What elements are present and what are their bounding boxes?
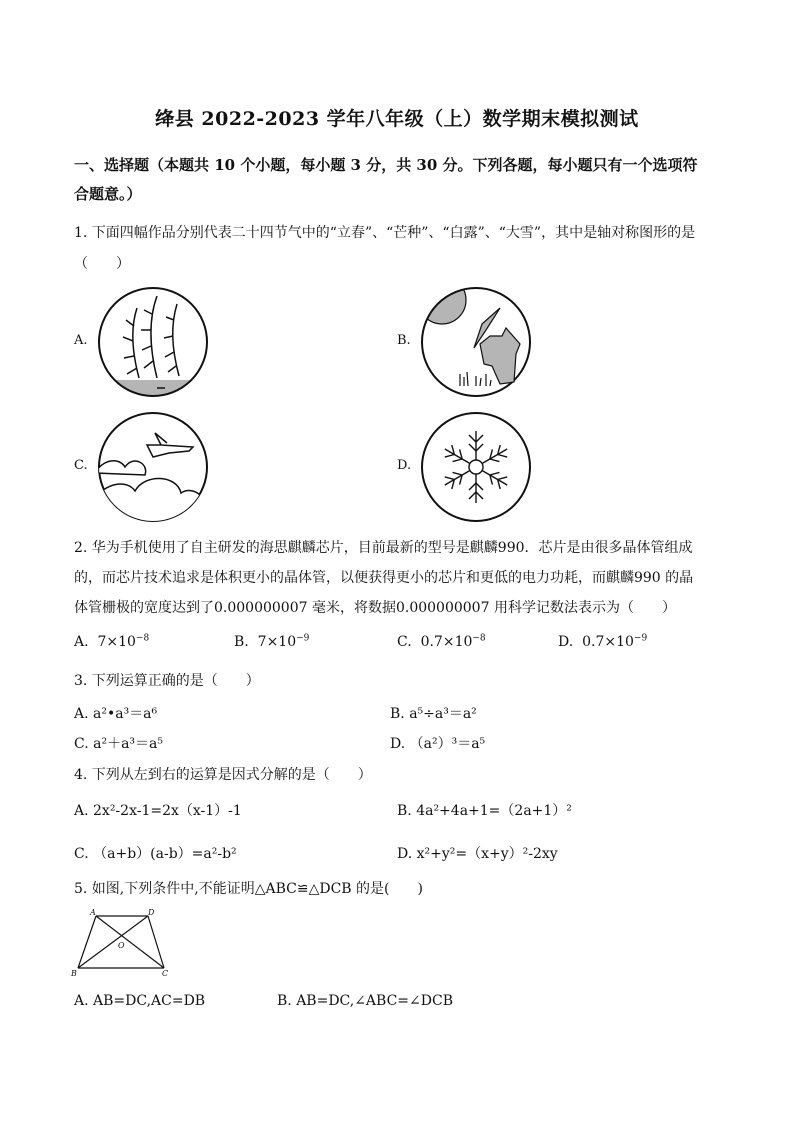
q2-option-c-exp: −8: [472, 633, 486, 644]
q4-option-a: A. 2x²-2x-1=2x（x-1）-1: [74, 803, 242, 819]
q2-option-b: [234, 634, 309, 650]
q2-option-a: [74, 634, 149, 650]
q4-option-c: C. （a+b）(a-b）=a²-b²: [74, 846, 237, 862]
section-header-line2: 合题意。）: [74, 185, 142, 203]
grain-in-ear-figure: [420, 286, 532, 398]
q2-option-c-base: 0.7×10: [420, 634, 473, 650]
point-d-label: D: [148, 908, 155, 917]
q2-option-d-base: 0.7×10: [582, 634, 634, 650]
q2-option-d-exp: −9: [633, 633, 648, 644]
white-dew-figure: [97, 411, 209, 523]
q2-option-d-label: D.: [558, 634, 574, 650]
q2-option-b-base: 7×10: [257, 634, 297, 650]
q2-option-c: [397, 634, 486, 650]
q3-option-d: D. （a²）³＝a⁵: [390, 736, 486, 752]
q1-option-c-label: C.: [74, 458, 88, 473]
point-c-label: C: [162, 969, 169, 978]
q5-option-a: A. AB=DC,AC=DB: [74, 993, 206, 1009]
point-a-label: A: [90, 908, 96, 917]
q2-option-b-exp: −9: [296, 633, 310, 644]
segment-ac: [96, 916, 164, 968]
q1-stem-paren: （ ）: [74, 256, 130, 272]
q1-option-a-label: A.: [74, 333, 88, 348]
q1-option-d-label: D.: [397, 458, 412, 473]
q2-stem-line2: 的，而芯片技术追求是体积更小的晶体管，以便获得更小的芯片和更低的电力功耗，而麒麟990 的晶: [74, 570, 694, 586]
q2-option-a-exp: −8: [135, 633, 150, 644]
point-o-label: O: [118, 941, 125, 950]
major-snow-snowflake-figure: [420, 411, 532, 523]
spring-willow-figure: [97, 286, 209, 398]
point-b-label: B: [71, 969, 77, 978]
q3-option-a: A. a²•a³＝a⁶: [74, 706, 158, 722]
q1-stem: 1. 下面四幅作品分别代表二十四节气中的“立春”、“芒种”、“白露”、“大雪”，其中是轴对称图形的是: [74, 225, 696, 241]
q2-option-c-label: C.: [397, 634, 412, 650]
section-header-line1: 一、选择题（本题共 10 个小题，每小题 3 分，共 30 分。下列各题，每小题只有一个选项符: [74, 156, 698, 174]
q2-option-b-label: B.: [234, 634, 249, 650]
q3-option-b: B. a⁵÷a³＝a²: [390, 706, 477, 722]
q2-option-d: [558, 634, 647, 650]
segment-dc: [148, 916, 164, 968]
segment-ab: [78, 916, 96, 968]
q2-stem-line1: 2. 华为手机使用了自主研发的海思麒麟芯片，目前最新的型号是麒麟990．芯片是由很多晶体管组成: [74, 540, 693, 556]
q5-stem: 5. 如图,下列条件中,不能证明△ABC≌△DCB 的是( ): [74, 881, 423, 897]
triangle-diagram: [68, 906, 178, 978]
q4-option-b: B. 4a²+4a+1=（2a+1）²: [397, 803, 572, 819]
q2-option-a-base: 7×10: [97, 634, 136, 650]
q5-option-b: B. AB=DC,∠ABC=∠DCB: [277, 993, 453, 1009]
q1-option-b-label: B.: [397, 333, 411, 348]
q2-stem-line3: 体管栅极的宽度达到了0.000000007 毫米，将数据0.000000007 用科学记数法表示为（ ）: [74, 600, 676, 616]
page-title: 绛县 2022-2023 学年八年级（上）数学期末模拟测试: [155, 108, 639, 130]
q3-stem: 3. 下列运算正确的是（ ）: [74, 673, 260, 689]
q4-option-d: D. x²+y²=（x+y）²-2xy: [397, 846, 558, 862]
q3-option-c: C. a²＋a³＝a⁵: [74, 736, 163, 752]
q2-option-a-label: A.: [74, 634, 89, 650]
q4-stem: 4. 下列从左到右的运算是因式分解的是（ ）: [74, 767, 372, 783]
segment-db: [78, 916, 148, 968]
